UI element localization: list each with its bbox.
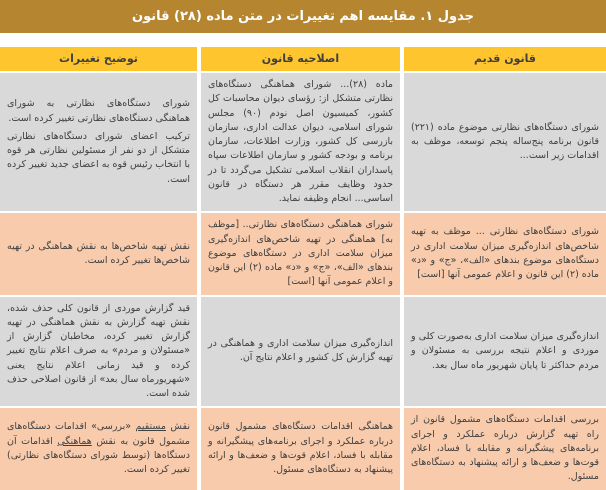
cell-paragraph: شورای دستگاه‌های نظارتی به شورای هماهنگی دستگاه‌های نظارتی تغییر کرده است. (7, 98, 190, 124)
cell-paragraph: نقش مستقیم «بررسی» اقدامات دستگاه‌های مشمول قانون به نقش هماهنگی اقدامات آن دستگاه‌ها (توسط شورای دستگاه‌های نظارتی) تغییر کرده است. (7, 421, 190, 476)
table-row (0, 408, 606, 489)
cell-paragraph: قید گزارش موردی از قانون کلی حذف شده، نقش تهیه گزارش به نقش هماهنگی در تهیه گزارش تغییر کرده، مخاطبان گزارش از «مسئولان و مردم» به صرف اعلام نتایج تغییر کرده و قید زمانی اعلام نتایج یعنی «شهریورماه سال بعد» از قانون اصلاحی حذف شده است. (7, 302, 190, 399)
column-header-amendment: اصلاحیه قانون (201, 47, 400, 71)
cell-paragraph: بررسی اقدامات دستگاه‌های مشمول قانون از راه تهیه گزارش درباره عملکرد و اجرای برنامه‌های پیشگیرانه و مقابله با فساد، اعلام قوت‌ها و ضعف‌ها و ارائه پیشنهاد به دستگاه‌های مسئول. (411, 414, 599, 483)
table-body (0, 73, 606, 490)
cell-paragraph: اندازه‌گیری میزان سلامت اداری به‌صورت کلی و موردی و اعلام نتیجه بررسی به مسئولان و مردم حداکثر تا پایان شهریور ماه سال بعد. (411, 331, 599, 371)
underlined-term: مستقیم (135, 421, 166, 433)
cell-amendment (201, 213, 400, 294)
table-title: جدول ۱. مقایسه اهم تغییرات در متن ماده (۲۸) قانون (0, 0, 606, 33)
table-row (0, 73, 606, 211)
cell-old-law (404, 213, 606, 294)
table-header-row (0, 47, 606, 71)
cell-changes (0, 408, 197, 489)
cell-paragraph: شورای هماهنگی دستگاه‌های نظارتی.. [موظف به] هماهنگی در تهیه شاخص‌های اندازه‌گیری میزان سلامت اداری در دستگاه‌های موضوع بندهای «الف»، «ج» و «د» ماده (۲) این قانون و اعلام عمومی آنها [است] (208, 219, 393, 288)
cell-paragraph: شورای دستگاه‌های نظارتی ... موظف به تهیه شاخص‌های اندازه‌گیری میزان سلامت اداری در دستگاه‌های موضوع بندهای «الف»، «ج» و «د» ماده (۲) این قانون و اعلام عمومی آنها [است] (411, 226, 599, 281)
cell-changes (0, 297, 197, 407)
cell-old-law (404, 73, 606, 211)
cell-paragraph: شورای دستگاه‌های نظارتی موضوع ماده (۲۲۱) قانون برنامه پنج‌ساله پنجم توسعه، موظف به اقدامات زیر است... (411, 121, 599, 162)
cell-paragraph: ترکیب اعضای شورای دستگاه‌های نظارتی متشکل از دو نفر از مسئولین نظارتی هر قوه با انتخاب رئیس قوه به اعضای جدید تغییر کرده است. (7, 130, 190, 185)
underlined-term: هماهنگی (57, 435, 92, 447)
cell-old-law (404, 408, 606, 489)
column-header-old-law: قانون قدیم (404, 47, 606, 71)
cell-old-law (404, 297, 606, 407)
table-row (0, 213, 606, 294)
cell-changes (0, 73, 197, 211)
comparison-table (0, 47, 606, 490)
cell-amendment (201, 73, 400, 211)
cell-changes (0, 213, 197, 294)
cell-paragraph: ماده (۲۸)... شورای هماهنگی دستگاه‌های نظارتی متشکل از: رؤسای دیوان محاسبات کل کشور، کمیسیون اصل نودم (۹۰) مجلس شورای اسلامی، دیوان عدالت اداری، سازمان بازرسی کل کشور، وزارت اطلاعات، سازمان برنامه و بودجه کشور و سازمان اطلاعات سپاه پاسداران انقلاب اسلامی تشکیل می‌گردد تا در حدود وظایف مقرر هر دستگاه در قانون اساسی... انجام وظیفه نماید. (208, 79, 393, 204)
column-header-changes: توضیح تغییرات (0, 47, 197, 71)
cell-amendment (201, 408, 400, 489)
cell-amendment (201, 297, 400, 407)
cell-paragraph: هماهنگی اقدامات دستگاه‌های مشمول قانون درباره عملکرد و اجرای برنامه‌های پیشگیرانه و مقابله با فساد، اعلام قوت‌ها و ضعف‌ها و ارائه پیشنهاد به دستگاه‌های مسئول. (208, 421, 393, 476)
table-row (0, 297, 606, 407)
cell-paragraph: نقش تهیه شاخص‌ها به نقش هماهنگی در تهیه شاخص‌ها تغییر کرده است. (7, 240, 190, 266)
cell-paragraph: اندازه‌گیری میزان سلامت اداری و هماهنگی در تهیه گزارش کل کشور و اعلام نتایج آن. (208, 338, 393, 364)
